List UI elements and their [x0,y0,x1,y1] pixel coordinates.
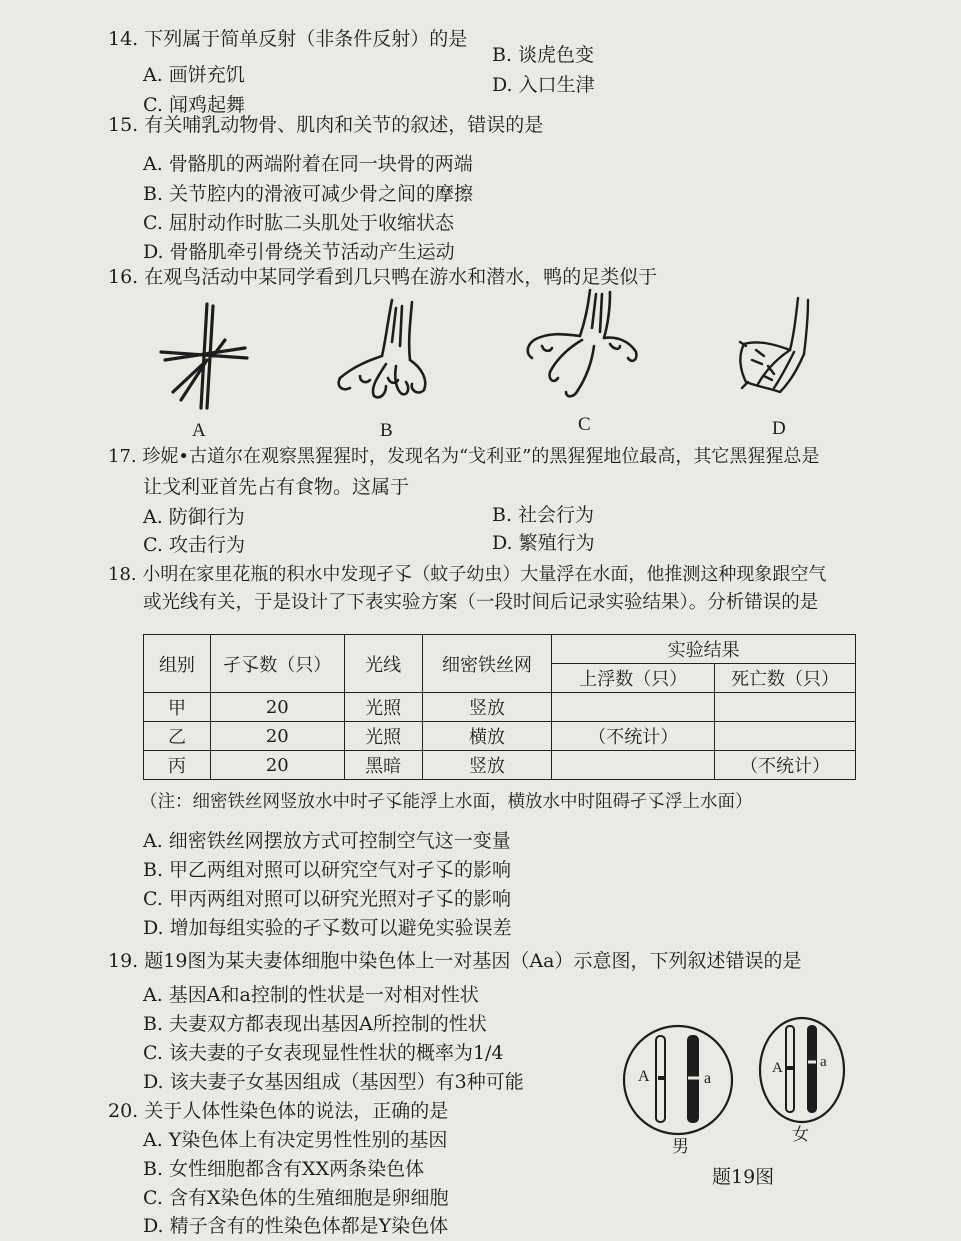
header-light: 光线 [344,635,422,693]
question-19-option-a: A. 基因A和a控制的性状是一对相对性状 [143,984,479,1006]
question-18-note: （注：细密铁丝网竖放水中时孑孓能浮上水面，横放水中时阻碍孑孓浮上水面） [140,792,753,812]
question-19-option-b: B. 夫妻双方都表现出基因A所控制的性状 [143,1013,487,1035]
cell-count: 20 [210,751,344,780]
question-14-option-c: C. 闻鸡起舞 [143,94,245,116]
question-20-option-b: B. 女性细胞都含有XX两条染色体 [143,1158,425,1180]
question-17-stem-line1: 17. 珍妮•古道尔在观察黑猩猩时，发现名为“戈利亚”的黑猩猩地位最高，其它黑猩猩总是 [108,446,820,467]
figure-19-caption: 题19图 [712,1166,775,1188]
question-18-stem-line1: 18. 小明在家里花瓶的积水中发现孑孓（蚊子幼虫）大量浮在水面，他推测这种现象跟空气 [108,564,827,585]
cell-count: 20 [210,722,344,751]
question-15-stem: 15. 有关哺乳动物骨、肌肉和关节的叙述，错误的是 [108,114,544,136]
question-15-option-c: C. 屈肘动作时肱二头肌处于收缩状态 [143,212,454,234]
table-row [144,693,856,722]
question-15-option-b: B. 关节腔内的滑液可减少骨之间的摩擦 [143,183,474,205]
header-group: 组别 [144,635,211,693]
female-label: 女 [792,1125,809,1144]
question-17-stem-line2: 让戈利亚首先占有食物。这属于 [143,476,410,498]
cell-floating [552,751,715,780]
header-floating-count: 上浮数（只） [552,664,715,693]
bird-foot-b-illustration [330,298,435,408]
cell-mesh: 横放 [422,722,552,751]
header-wire-mesh: 细密铁丝网 [422,635,552,693]
cell-light: 光照 [344,693,422,722]
question-15-option-a: A. 骨骼肌的两端附着在同一块骨的两端 [143,153,473,175]
question-20-option-d: D. 精子含有的性染色体都是Y染色体 [143,1215,449,1237]
question-18-option-b: B. 甲乙两组对照可以研究空气对孑孓的影响 [143,859,512,881]
table-row [144,722,856,751]
table-header-row [144,635,856,664]
question-20-option-a: A. Y染色体上有决定男性性别的基因 [143,1129,448,1151]
header-larva-count: 孑孓数（只） [210,635,344,693]
cell-death [715,693,856,722]
male-label: 男 [672,1137,689,1156]
figure-label-d: D [772,418,786,439]
female-gene-a-lower-label: a [820,1054,827,1070]
cell-floating [552,693,715,722]
cell-mesh: 竖放 [422,751,552,780]
question-19-option-c: C. 该夫妻的子女表现显性性状的概率为1/4 [143,1042,504,1064]
bird-foot-c-illustration [520,288,645,408]
question-14-stem: 14. 下列属于简单反射（非条件反射）的是 [108,28,468,50]
cell-group: 乙 [144,722,211,751]
question-17-option-b: B. 社会行为 [492,504,595,526]
bird-foot-a-illustration [155,300,250,415]
cell-death [715,722,856,751]
header-results: 实验结果 [552,635,856,664]
cell-light: 光照 [344,722,422,751]
cell-light: 黑暗 [344,751,422,780]
question-17-option-d: D. 繁殖行为 [492,532,595,554]
question-17-option-c: C. 攻击行为 [143,534,245,556]
figure-label-a: A [192,420,206,441]
question-18-option-a: A. 细密铁丝网摆放方式可控制空气这一变量 [143,830,511,852]
question-20-stem: 20. 关于人体性染色体的说法，正确的是 [108,1100,449,1122]
figure-label-c: C [578,414,591,435]
table-row [144,751,856,780]
header-death-count: 死亡数（只） [715,664,856,693]
question-14-option-a: A. 画饼充饥 [143,64,245,86]
experiment-table [143,634,856,780]
question-19-option-d: D. 该夫妻子女基因组成（基因型）有3种可能 [143,1071,524,1093]
female-gene-a-upper-label: A [772,1060,783,1076]
question-14-option-b: B. 谈虎色变 [492,44,595,66]
question-18-option-c: C. 甲丙两组对照可以研究光照对孑孓的影响 [143,888,511,910]
cell-group: 丙 [144,751,211,780]
question-14-option-d: D. 入口生津 [492,74,595,96]
cell-group: 甲 [144,693,211,722]
question-16-stem: 16. 在观鸟活动中某同学看到几只鸭在游水和潜水，鸭的足类似于 [108,266,658,288]
question-15-option-d: D. 骨骼肌牵引骨绕关节活动产生运动 [143,241,455,263]
question-19-stem: 19. 题19图为某夫妻体细胞中染色体上一对基因（Aa）示意图，下列叙述错误的是 [108,950,802,972]
cell-death: （不统计） [715,751,856,780]
question-18-option-d: D. 增加每组实验的孑孓数可以避免实验误差 [143,917,512,939]
cell-count: 20 [210,693,344,722]
female-cell-diagram [756,1012,856,1124]
question-17-option-a: A. 防御行为 [143,506,245,528]
question-18-stem-line2: 或光线有关，于是设计了下表实验方案（一段时间后记录实验结果）。分析错误的是 [143,592,819,613]
male-gene-a-lower-label: a [704,1070,712,1087]
figure-label-b: B [380,420,393,441]
bird-foot-d-illustration [728,296,818,401]
cell-floating: （不统计） [552,722,715,751]
cell-mesh: 竖放 [422,693,552,722]
male-gene-a-upper-label: A [638,1068,650,1085]
question-20-option-c: C. 含有X染色体的生殖细胞是卵细胞 [143,1187,449,1209]
